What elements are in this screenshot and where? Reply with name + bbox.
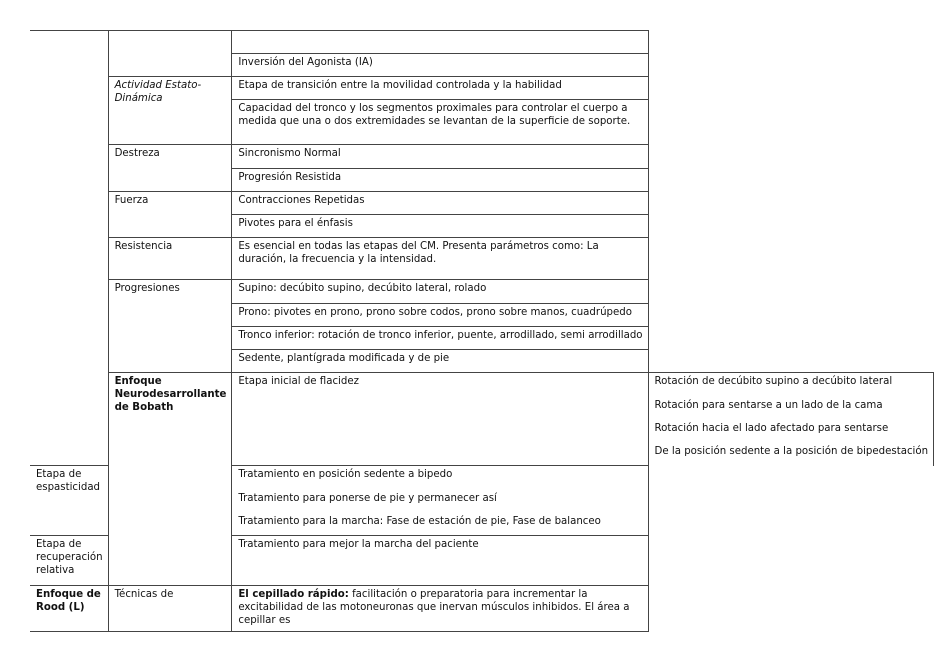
table-row (30, 145, 934, 169)
table-cell: Sincronismo Normal (232, 145, 648, 169)
technique-resistencia: Resistencia (108, 238, 232, 280)
table-cell: Inversión del Agonista (IA) (232, 54, 648, 77)
approach-bobath: Enfoque Neurodesarrollante de Bobath (108, 373, 232, 586)
technique-destreza: Destreza (108, 145, 232, 192)
table-cell: Rotación hacia el lado afectado para sentarse (648, 420, 934, 443)
table-cell: Etapa de transición entre la movilidad controlada y la habilidad (232, 77, 648, 100)
table-cell: Tratamiento para mejor la marcha del paciente (232, 536, 648, 586)
table-row (30, 77, 934, 100)
technique-recuperacion: Etapa de recuperación relativa (30, 536, 108, 586)
table-cell: Capacidad del tronco y los segmentos proximales para controlar el cuerpo a medida que una o dos extremidades se levantan de la superficie de soporte. (232, 100, 648, 145)
table-cell: Progresión Resistida (232, 169, 648, 192)
table-row (30, 373, 934, 397)
table-cell: Tratamiento en posición sedente a bipedo (232, 466, 648, 490)
table-cell: Prono: pivotes en prono, prono sobre codos, prono sobre manos, cuadrúpedo (232, 304, 648, 327)
technique-rood: Técnicas de (108, 586, 232, 632)
table-row (30, 238, 934, 280)
technique-fuerza: Fuerza (108, 192, 232, 238)
table-cell: Tratamiento para la marcha: Fase de estación de pie, Fase de balanceo (232, 513, 648, 536)
table-cell: Contracciones Repetidas (232, 192, 648, 215)
technique-progresiones: Progresiones (108, 280, 232, 373)
continued-technique-cell (108, 31, 232, 77)
therapy-table (30, 30, 934, 632)
technique-flacidez: Etapa inicial de flacidez (232, 373, 648, 466)
table-cell: Rotación para sentarse a un lado de la cama (648, 397, 934, 420)
table-row (30, 280, 934, 304)
table-cell: Tronco inferior: rotación de tronco inferior, puente, arrodillado, semi arrodillado (232, 327, 648, 350)
table-row (30, 192, 934, 215)
technique-espasticidad: Etapa de espasticidad (30, 466, 108, 536)
table-cell: Tratamiento para ponerse de pie y permanecer así (232, 490, 648, 513)
table-row (30, 31, 934, 54)
table-cell (232, 31, 648, 54)
rood-bold-lead: El cepillado rápido: (238, 589, 349, 600)
table-row (30, 586, 934, 632)
table-cell: De la posición sedente a la posición de bipedestación (648, 443, 934, 466)
continued-approach-cell (30, 31, 108, 466)
rood-text: facilitación o preparatoria para incrementar la excitabilidad de las motoneuronas que inervan músculos inhibidos. El área a cepillar es (238, 589, 630, 626)
table-cell: Sedente, plantígrada modificada y de pie (232, 350, 648, 373)
approach-rood: Enfoque de Rood (L) (30, 586, 108, 632)
table-cell: Pivotes para el énfasis (232, 215, 648, 238)
table-cell: Rotación de decúbito supino a decúbito lateral (648, 373, 934, 397)
technique-estato-dinamica: Actividad Estato-Dinámica (108, 77, 232, 145)
table-cell-rood-description (232, 586, 648, 632)
table-cell: Supino: decúbito supino, decúbito lateral, rolado (232, 280, 648, 304)
table-cell: Es esencial en todas las etapas del CM. Presenta parámetros como: La duración, la frecuencia y la intensidad. (232, 238, 648, 280)
